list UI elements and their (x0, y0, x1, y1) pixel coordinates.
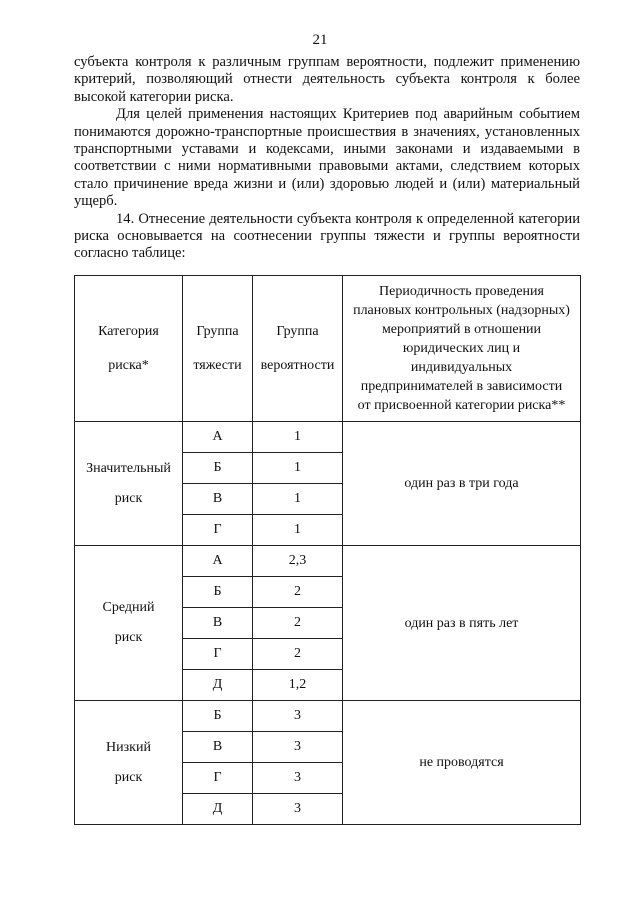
page-number: 21 (312, 32, 328, 48)
risk-category-name: Средний (102, 600, 155, 615)
header-period-line: мероприятий в отношении (381, 322, 542, 337)
header-period-line: Периодичность проведения (379, 284, 544, 299)
header-severity-line1: Группа (196, 323, 239, 339)
probability-group-cell: 3 (253, 763, 343, 794)
paragraph-clause-14: 14. Отнесение деятельности субъекта контроля к определенной категории риска основывается на соотнесении группы тяжести и группы вероятности согласно таблице: (74, 210, 580, 262)
risk-category-cell (75, 422, 183, 546)
risk-category-cell (75, 701, 183, 825)
probability-group-cell: 2 (253, 639, 343, 670)
risk-category-cell (75, 546, 183, 701)
probability-group-cell: 3 (253, 794, 343, 825)
inspection-period-cell: не проводятся (343, 701, 581, 825)
header-period-line: от присвоенной категории риска** (357, 398, 566, 413)
probability-group-cell: 1 (253, 422, 343, 453)
probability-group-cell: 3 (253, 701, 343, 732)
severity-group-cell: Д (183, 670, 253, 701)
risk-category-name: Низкий (106, 739, 151, 755)
severity-group-cell: Г (183, 763, 253, 794)
probability-group-cell: 1,2 (253, 670, 343, 701)
severity-group-cell: А (183, 422, 253, 453)
header-severity-line2: тяжести (193, 357, 242, 373)
body-text (74, 54, 580, 263)
risk-category-suffix: риск (114, 769, 143, 785)
header-period-line: юридических лиц и (402, 341, 521, 356)
probability-group-cell: 2 (253, 577, 343, 608)
header-period (343, 276, 581, 422)
risk-category-table (74, 275, 581, 825)
risk-category-suffix: риск (114, 490, 143, 506)
header-severity (183, 276, 253, 422)
table-row (75, 701, 581, 732)
risk-category-name: Значительный (86, 460, 171, 476)
probability-group-cell: 2 (253, 608, 343, 639)
table-header-row (75, 276, 581, 422)
header-probability-line2: вероятности (260, 357, 335, 373)
probability-group-cell: 1 (253, 453, 343, 484)
severity-group-cell: Б (183, 701, 253, 732)
paragraph-continuation: субъекта контроля к различным группам вероятности, подлежит применению критерий, позволяющий отнести деятельность субъекта контроля к более высокой категории риска. (74, 54, 580, 105)
probability-group-cell: 2,3 (253, 546, 343, 577)
header-category (75, 276, 183, 422)
inspection-period-cell: один раз в пять лет (343, 546, 581, 701)
header-probability-line1: Группа (276, 323, 319, 339)
probability-group-cell: 1 (253, 484, 343, 515)
header-category-line2: риска* (108, 357, 149, 373)
severity-group-cell: В (183, 484, 253, 515)
severity-group-cell: А (183, 546, 253, 577)
severity-group-cell: Г (183, 515, 253, 546)
header-period-line: плановых контрольных (надзорных) (353, 303, 570, 318)
severity-group-cell: Г (183, 639, 253, 670)
probability-group-cell: 1 (253, 515, 343, 546)
header-category-line1: Категория (98, 323, 159, 339)
probability-group-cell: 3 (253, 732, 343, 763)
severity-group-cell: Б (183, 453, 253, 484)
table-row (75, 422, 581, 453)
table-row (75, 546, 581, 577)
header-period-line: индивидуальных (410, 360, 513, 375)
risk-category-suffix: риск (114, 630, 143, 645)
severity-group-cell: Б (183, 577, 253, 608)
header-period-line: предпринимателей в зависимости (360, 379, 563, 394)
severity-group-cell: В (183, 608, 253, 639)
paragraph-accident-definition: Для целей применения настоящих Критериев под аварийным событием понимаются дорожно-транспортные происшествия в значениях, установленных транспортными уставами и кодексами, иными законами и издаваемыми в соответствии с ними нормативными правовыми актами, следствием которых стало причинение вреда жизни и (или) здоровью людей и (или) материальный ущерб. (74, 106, 580, 210)
severity-group-cell: В (183, 732, 253, 763)
header-probability (253, 276, 343, 422)
inspection-period-cell: один раз в три года (343, 422, 581, 546)
severity-group-cell: Д (183, 794, 253, 825)
